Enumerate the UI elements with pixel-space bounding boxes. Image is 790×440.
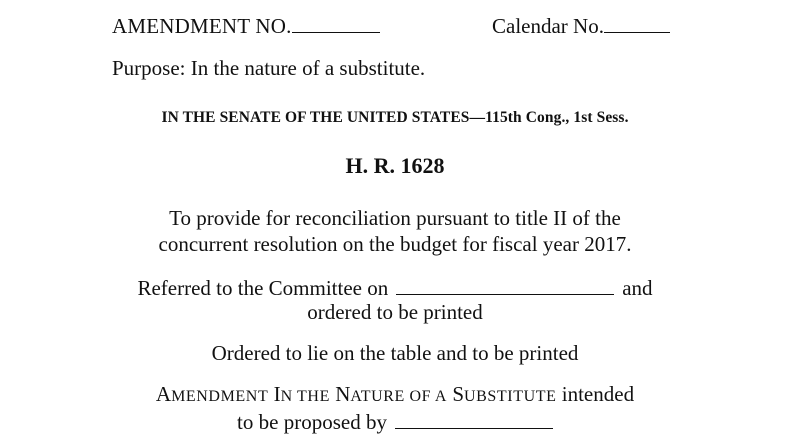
amendment-number-line [112, 12, 380, 39]
amendment-title-rest-3: ATURE OF A [350, 388, 448, 405]
proposed-by-label: to be proposed by [237, 409, 387, 434]
ordered-line: Ordered to lie on the table and to be printed [211, 341, 579, 365]
amendment-title-tail: intended [561, 382, 635, 406]
proposed-by-line [0, 408, 790, 435]
amendment-title-initial-4: S [452, 382, 464, 406]
referral-line-2: ordered to be printed [307, 300, 483, 324]
amendment-title-rest-2: N THE [280, 388, 330, 405]
bill-description-line-2: concurrent resolution on the budget for fiscal year 2017. [158, 232, 632, 256]
bill-number: H. R. 1628 [345, 153, 445, 178]
referral-line [0, 274, 790, 301]
purpose-line: Purpose: In the nature of a substitute. [112, 56, 426, 80]
proposer-blank [395, 408, 553, 429]
amendment-title-rest-4: UBSTITUTE [464, 388, 557, 405]
calendar-number-label: Calendar No. [492, 13, 604, 38]
amendment-title-line [0, 382, 790, 407]
amendment-title-initial-2: I [273, 382, 281, 406]
amendment-title-initial-1: A [155, 382, 172, 406]
committee-blank [396, 274, 614, 295]
amendment-title-initial-3: N [335, 382, 351, 406]
amendment-title-rest-1: MENDMENT [171, 388, 269, 405]
amendment-number-blank [292, 12, 380, 33]
amendment-number-label: AMENDMENT NO. [112, 13, 292, 38]
referral-prefix: Referred to the Committee on [137, 275, 389, 300]
senate-session-line: IN THE SENATE OF THE UNITED STATES—115th Cong., 1st Sess. [161, 109, 629, 126]
bill-description-line-1: To provide for reconciliation pursuant to title II of the [169, 206, 621, 230]
calendar-number-blank [604, 12, 670, 33]
referral-suffix: and [622, 275, 653, 300]
calendar-number-line [492, 12, 670, 39]
